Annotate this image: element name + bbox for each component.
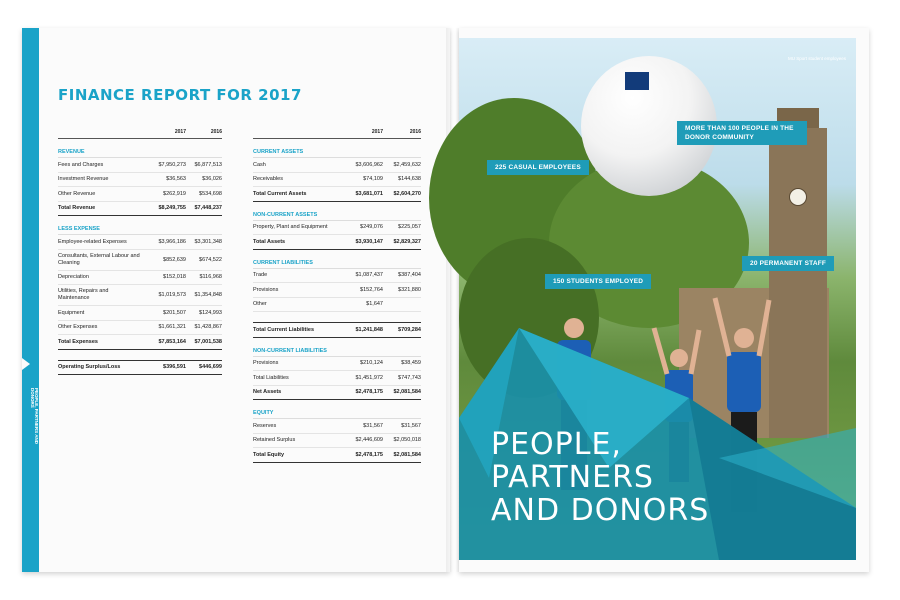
- table-row: [253, 172, 421, 187]
- year-header: 2016: [383, 126, 421, 139]
- value-2016: $2,081,584: [383, 385, 421, 400]
- section-heading: NON-CURRENT ASSETS: [253, 201, 421, 220]
- table-row: [253, 356, 421, 371]
- value-2016: $1,428,867: [186, 320, 222, 335]
- row-label: Other Revenue: [58, 187, 144, 202]
- value-2017: $74,109: [339, 172, 383, 187]
- value-2016: $674,522: [186, 249, 222, 270]
- row-label: Total Equity: [253, 448, 339, 463]
- row-label: Investment Revenue: [58, 172, 144, 187]
- table-row: [58, 172, 222, 187]
- total-row: [253, 323, 421, 338]
- value-2017: $2,446,609: [339, 433, 383, 448]
- spacer-row: [253, 312, 421, 323]
- value-2016: $2,604,270: [383, 187, 421, 202]
- row-label: Other Expenses: [58, 320, 144, 335]
- headline-line-2: PARTNERS: [491, 460, 654, 495]
- headline: [491, 428, 709, 527]
- value-2016: $116,968: [186, 270, 222, 285]
- total-row: [253, 448, 421, 463]
- value-2016: $144,638: [383, 172, 421, 187]
- value-2016: $31,567: [383, 419, 421, 434]
- headline-line-3: AND DONORS: [491, 493, 710, 528]
- total-row: [58, 335, 222, 350]
- row-label: Total Revenue: [58, 201, 144, 216]
- total-row: [253, 235, 421, 250]
- section-heading-row: [253, 249, 421, 268]
- banner-casual: 225 CASUAL EMPLOYEES: [487, 160, 589, 175]
- table-row: [58, 235, 222, 250]
- table-row: [253, 297, 421, 312]
- value-2016: $124,993: [186, 306, 222, 321]
- stripe-notch: [22, 358, 30, 370]
- value-2017: $3,606,962: [339, 158, 383, 173]
- total-row: [58, 360, 222, 375]
- value-2017: $1,241,848: [339, 323, 383, 338]
- value-2016: $534,698: [186, 187, 222, 202]
- value-2016: $6,877,513: [186, 158, 222, 173]
- year-header-row: [253, 126, 421, 139]
- row-label: Property, Plant and Equipment: [253, 220, 339, 235]
- row-label: Receivables: [253, 172, 339, 187]
- table-row: [58, 270, 222, 285]
- row-label: Total Expenses: [58, 335, 144, 350]
- value-2016: $709,284: [383, 323, 421, 338]
- value-2017: $152,764: [339, 283, 383, 298]
- table-row: [58, 187, 222, 202]
- value-2016: $387,404: [383, 268, 421, 283]
- year-header: 2017: [144, 126, 186, 139]
- value-2017: $1,451,972: [339, 371, 383, 386]
- value-2016: $3,301,348: [186, 235, 222, 250]
- value-2016: $7,448,237: [186, 201, 222, 216]
- row-label: Net Assets: [253, 385, 339, 400]
- row-label: Retained Surplus: [253, 433, 339, 448]
- banner-donors: MORE THAN 100 PEOPLE IN THE DONOR COMMUNITY: [677, 121, 807, 145]
- header-spacer: [253, 126, 339, 139]
- row-label: Employee-related Expenses: [58, 235, 144, 250]
- table-row: [253, 283, 421, 298]
- row-label: Total Liabilities: [253, 371, 339, 386]
- section-heading-row: [253, 400, 421, 419]
- section-heading: REVENUE: [58, 139, 222, 158]
- value-2016: [383, 297, 421, 312]
- row-label: Total Assets: [253, 235, 339, 250]
- value-2017: $2,478,175: [339, 385, 383, 400]
- section-heading-row: [58, 139, 222, 158]
- page-number: 82: [24, 374, 32, 381]
- row-label: Other: [253, 297, 339, 312]
- value-2017: $201,507: [144, 306, 186, 321]
- value-2016: $2,829,327: [383, 235, 421, 250]
- row-label: Equipment: [58, 306, 144, 321]
- section-heading: LESS EXPENSE: [58, 216, 222, 235]
- table-row: [58, 306, 222, 321]
- row-label: Utilities, Repairs and Maintenance: [58, 285, 144, 306]
- table-row: [58, 320, 222, 335]
- banner-permanent: 20 PERMANENT STAFF: [742, 256, 834, 271]
- value-2017: $1,087,437: [339, 268, 383, 283]
- value-2016: $2,050,018: [383, 433, 421, 448]
- table-row: [253, 158, 421, 173]
- spacer-cell: [58, 349, 222, 360]
- row-label: Trade: [253, 268, 339, 283]
- row-label: Consultants, External Labour and Cleaning: [58, 249, 144, 270]
- value-2016: $38,459: [383, 356, 421, 371]
- value-2016: $36,026: [186, 172, 222, 187]
- value-2017: $1,019,573: [144, 285, 186, 306]
- section-heading-row: [253, 201, 421, 220]
- section-heading-row: [253, 337, 421, 356]
- row-label: Provisions: [253, 356, 339, 371]
- spacer-row: [58, 349, 222, 360]
- value-2016: $1,354,848: [186, 285, 222, 306]
- row-label: Provisions: [253, 283, 339, 298]
- value-2016: $225,057: [383, 220, 421, 235]
- section-heading: CURRENT ASSETS: [253, 139, 421, 158]
- row-label: Depreciation: [58, 270, 144, 285]
- banner-students: 150 STUDENTS EMPLOYED: [545, 274, 651, 289]
- year-header: 2017: [339, 126, 383, 139]
- spine-label: PEOPLE, PARTNERS AND DONORS: [30, 388, 39, 445]
- total-row: [253, 385, 421, 400]
- table-row: [58, 158, 222, 173]
- value-2017: $262,919: [144, 187, 186, 202]
- assets-liabilities-table: [253, 126, 421, 463]
- row-label: Total Current Assets: [253, 187, 339, 202]
- total-row: [58, 201, 222, 216]
- section-heading: EQUITY: [253, 400, 421, 419]
- value-2017: $1,647: [339, 297, 383, 312]
- section-heading-row: [253, 139, 421, 158]
- table-row: [58, 249, 222, 270]
- feature-page: [459, 28, 869, 572]
- value-2017: $1,661,321: [144, 320, 186, 335]
- row-label: Operating Surplus/Loss: [58, 360, 144, 375]
- spacer-cell: [253, 312, 421, 323]
- row-label: Fees and Charges: [58, 158, 144, 173]
- value-2017: $3,681,071: [339, 187, 383, 202]
- value-2017: $3,930,147: [339, 235, 383, 250]
- table-row: [253, 419, 421, 434]
- section-heading: NON-CURRENT LIABILITIES: [253, 337, 421, 356]
- year-header-row: [58, 126, 222, 139]
- row-label: Reserves: [253, 419, 339, 434]
- value-2016: $7,001,538: [186, 335, 222, 350]
- table-row: [253, 220, 421, 235]
- row-label: Total Current Liabilities: [253, 323, 339, 338]
- side-stripe: [22, 28, 39, 572]
- brochure-spread: [22, 28, 868, 572]
- value-2017: $7,853,164: [144, 335, 186, 350]
- value-2016: $446,699: [186, 360, 222, 375]
- section-heading-row: [58, 216, 222, 235]
- row-label: Cash: [253, 158, 339, 173]
- value-2017: $152,018: [144, 270, 186, 285]
- value-2017: $852,639: [144, 249, 186, 270]
- value-2017: $3,966,186: [144, 235, 186, 250]
- value-2016: $747,743: [383, 371, 421, 386]
- table-row: [58, 285, 222, 306]
- table-row: [253, 268, 421, 283]
- value-2016: $2,459,632: [383, 158, 421, 173]
- year-header: 2016: [186, 126, 222, 139]
- value-2017: $36,563: [144, 172, 186, 187]
- value-2017: $249,076: [339, 220, 383, 235]
- value-2017: $2,478,175: [339, 448, 383, 463]
- corner-caption: MU Sport student employees: [787, 56, 846, 61]
- page-title: FINANCE REPORT FOR 2017: [58, 86, 302, 104]
- total-row: [253, 187, 421, 202]
- finance-page: [22, 28, 450, 572]
- value-2016: $2,081,584: [383, 448, 421, 463]
- value-2017: $396,591: [144, 360, 186, 375]
- value-2017: $7,950,273: [144, 158, 186, 173]
- header-spacer: [58, 126, 144, 139]
- headline-line-1: PEOPLE,: [491, 427, 622, 462]
- table-row: [253, 433, 421, 448]
- campus-photo: [459, 38, 856, 560]
- value-2017: $31,567: [339, 419, 383, 434]
- value-2017: $210,124: [339, 356, 383, 371]
- revenue-expense-table: [58, 126, 222, 375]
- value-2016: $321,880: [383, 283, 421, 298]
- section-heading: CURRENT LIABILITIES: [253, 249, 421, 268]
- table-row: [253, 371, 421, 386]
- value-2017: $8,249,755: [144, 201, 186, 216]
